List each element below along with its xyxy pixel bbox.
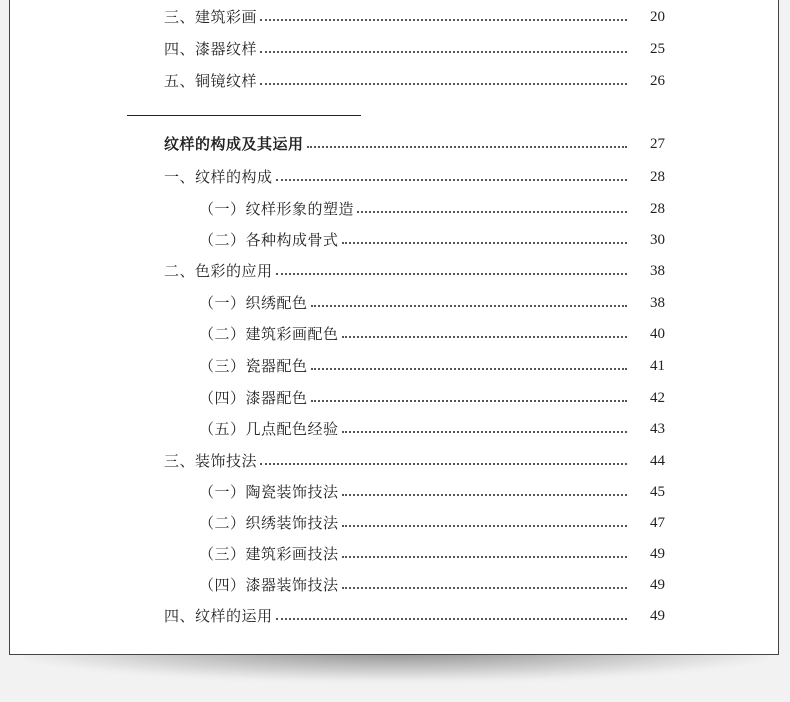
toc-entry-label: （二）织绣装饰技法 <box>199 514 339 532</box>
toc-entry[interactable] <box>164 604 665 628</box>
dot-leader <box>276 617 627 620</box>
dot-leader <box>311 367 627 370</box>
toc-entry-page-number: 44 <box>650 453 665 469</box>
toc-entry[interactable] <box>199 322 665 346</box>
toc-entry-page-number: 38 <box>650 263 665 279</box>
dot-leader <box>311 304 627 307</box>
toc-entry-page-number: 28 <box>650 169 665 185</box>
toc-entry-label: （一）陶瓷装饰技法 <box>199 483 339 501</box>
toc-entry[interactable] <box>164 5 665 29</box>
dot-leader <box>260 82 627 85</box>
dot-leader <box>276 178 627 181</box>
toc-entry-label: （五）几点配色经验 <box>199 420 339 438</box>
toc-entry-label: 一、纹样的构成 <box>164 168 273 186</box>
toc-entry[interactable] <box>199 480 665 504</box>
toc-entry[interactable] <box>199 511 665 535</box>
toc-entry-label: 四、漆器纹样 <box>164 40 258 58</box>
toc-entry[interactable] <box>199 542 665 566</box>
toc-entry-page-number: 30 <box>650 232 665 248</box>
dot-leader <box>342 493 627 496</box>
toc-entry-page-number: 38 <box>650 295 665 311</box>
toc-entry-label: （四）漆器配色 <box>199 389 308 407</box>
toc-entry-label: 三、建筑彩画 <box>164 8 258 26</box>
dot-leader <box>342 430 627 433</box>
dot-leader <box>276 272 627 275</box>
toc-entry[interactable] <box>164 165 665 189</box>
toc-entry[interactable] <box>164 449 665 473</box>
toc-entry-page-number: 27 <box>650 136 665 152</box>
toc-entry-page-number: 43 <box>650 421 665 437</box>
toc-entry-page-number: 26 <box>650 73 665 89</box>
dot-leader <box>342 555 627 558</box>
toc-entry-label: （四）漆器装饰技法 <box>199 576 339 594</box>
toc-entry-page-number: 41 <box>650 358 665 374</box>
dot-leader <box>307 145 627 148</box>
dot-leader <box>342 335 627 338</box>
dot-leader <box>260 462 627 465</box>
toc-entry-page-number: 25 <box>650 41 665 57</box>
dot-leader <box>342 241 627 244</box>
toc-entry-label: 三、装饰技法 <box>164 452 258 470</box>
toc-entry-page-number: 49 <box>650 608 665 624</box>
toc-entry[interactable] <box>199 228 665 252</box>
toc-entry-page-number: 20 <box>650 9 665 25</box>
toc-entry-label: （二）建筑彩画配色 <box>199 325 339 343</box>
dot-leader <box>342 586 627 589</box>
toc-entry-page-number: 42 <box>650 390 665 406</box>
toc-entry[interactable] <box>199 197 665 221</box>
toc-entry[interactable] <box>164 259 665 283</box>
toc-entry[interactable] <box>199 386 665 410</box>
toc-entry-label: （一）织绣配色 <box>199 294 308 312</box>
toc-entry-label: 纹样的构成及其运用 <box>164 135 304 153</box>
document-page <box>9 0 779 655</box>
toc-entry-page-number: 49 <box>650 577 665 593</box>
toc-entry-label: 四、纹样的运用 <box>164 607 273 625</box>
toc-entry-page-number: 40 <box>650 326 665 342</box>
dot-leader <box>260 50 627 53</box>
toc-entry-label: （一）纹样形象的塑造 <box>199 200 355 218</box>
toc-entry[interactable] <box>199 291 665 315</box>
toc-entry[interactable] <box>199 354 665 378</box>
toc-entry-label: （三）瓷器配色 <box>199 357 308 375</box>
toc-entry-page-number: 47 <box>650 515 665 531</box>
dot-leader <box>260 18 627 21</box>
toc-entry[interactable] <box>164 132 665 156</box>
dot-leader <box>342 524 627 527</box>
toc-entry-page-number: 28 <box>650 201 665 217</box>
toc-entry-label: （二）各种构成骨式 <box>199 231 339 249</box>
toc-entry-label: 五、铜镜纹样 <box>164 72 258 90</box>
toc-entry-label: （三）建筑彩画技法 <box>199 545 339 563</box>
toc-entry[interactable] <box>199 417 665 441</box>
toc-entry-label: 二、色彩的应用 <box>164 262 273 280</box>
dot-leader <box>311 399 627 402</box>
toc-entry[interactable] <box>199 573 665 597</box>
dot-leader <box>357 210 627 213</box>
toc-entry-page-number: 49 <box>650 546 665 562</box>
toc-entry[interactable] <box>164 37 665 61</box>
toc-entry[interactable] <box>164 69 665 93</box>
section-divider-line <box>127 115 361 116</box>
toc-entry-page-number: 45 <box>650 484 665 500</box>
